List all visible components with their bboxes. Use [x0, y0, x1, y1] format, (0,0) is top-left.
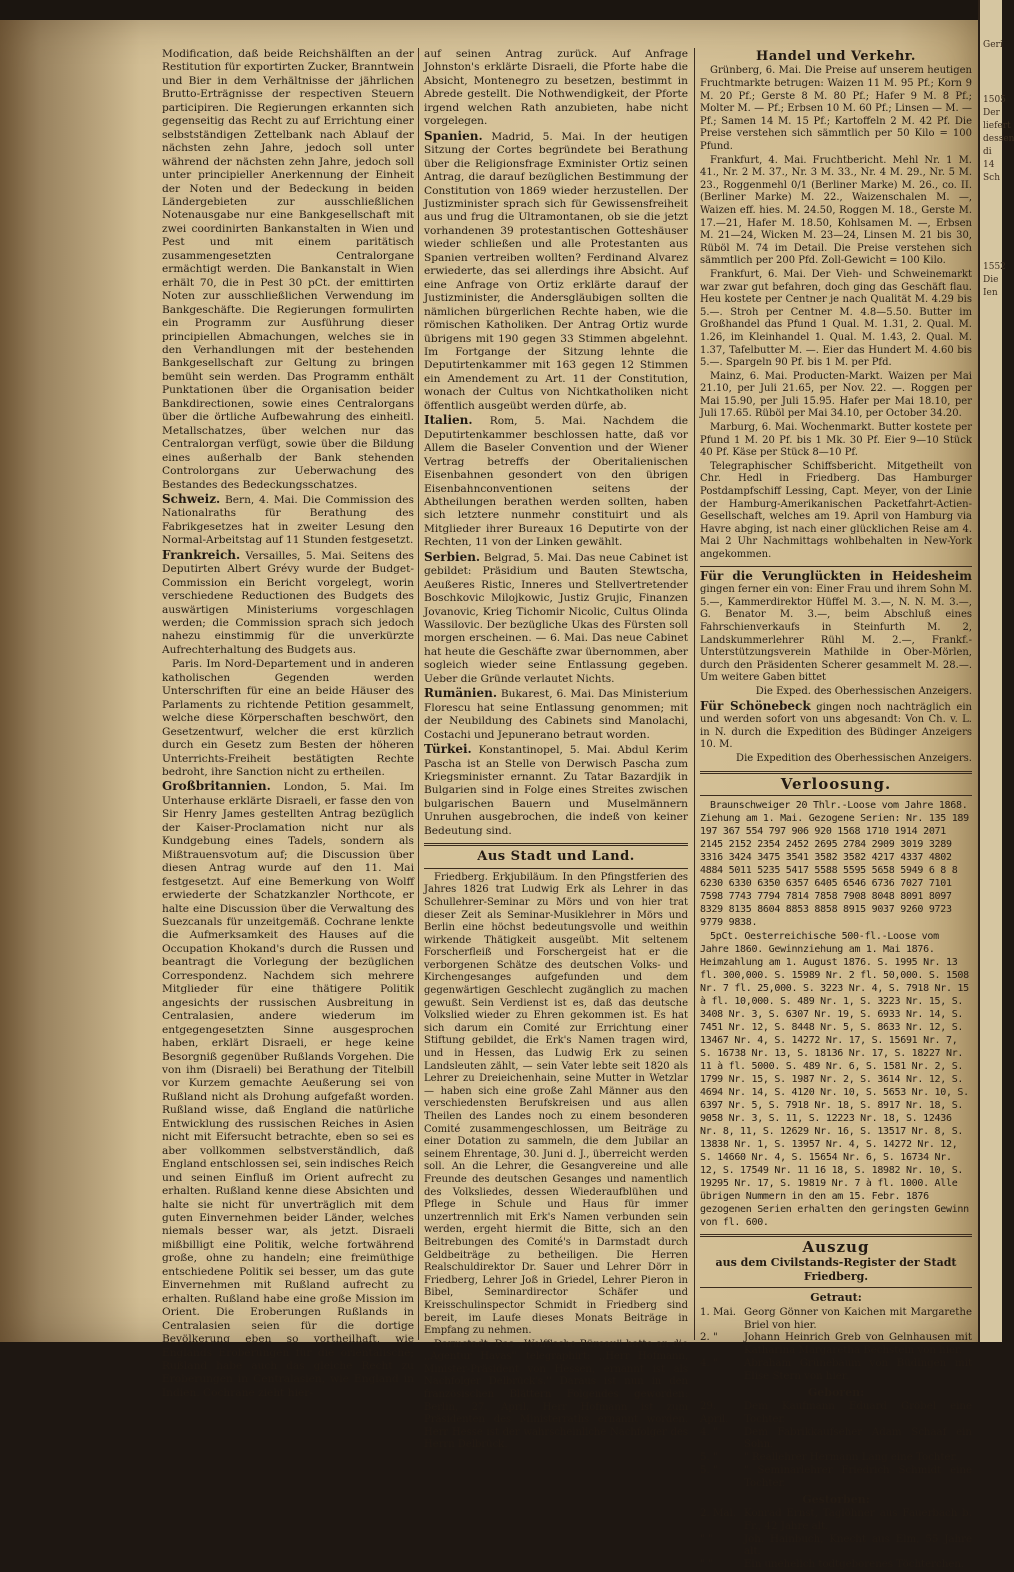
article-italien: [424, 414, 688, 550]
column-commerce: [700, 48, 973, 1571]
heading-verloosung: Verloosung.: [780, 774, 892, 793]
margin-fragment: Der: [983, 108, 1000, 118]
market-marburg: Marburg, 6. Mai. Wochenmarkt. Butter kostete per Pfund 1 M. 20 Pf. bis 1 Mk. 30 Pf. Eier 9—10 Stück 40 Pf. Käse per Stück 8—10 Pf.: [700, 422, 972, 459]
register-text: " Reallehrer Hermann Lang eine Tochter.: [744, 1452, 958, 1464]
notice-heidesheim: [700, 570, 972, 685]
margin-fragment: liefert: [983, 121, 1011, 131]
text-heidesheim: gingen ferner ein von: Einer Frau und ihrem Sohn M. 5.—, Kammerdirektor Hüffel M. 3.—, N. N. M. 3.—, G. Benator M. 3.—, beim Abschluß eines Fahrschienverkaufs in Steinfurth M. 2, Landskummerlehrer Rühl M. 2.—, Frankf.-Unterstützungsverein Mathilde in Ober-Mörlen, durch den Präsidenten Scherer gesammelt M. 28.—. Um weitere Gaben bittet: [700, 584, 973, 684]
text-frankreich: Versailles, 5. Mai. Seitens des Deputirten Albert Grévy wurde der Budget-Commission ein Bericht vorgelegt, worin verschiedene Reductionen des Budgets des auswärtigen Ministeriums vorgeschlagen werden; die Commission sprach sich jedoch nahezu einstimmig für die unverkürzte Aufrechterhaltung des Budgets aus.: [162, 549, 414, 656]
article-continuation: auf seinen Antrag zurück. Auf Anfrage Johnston's erklärte Disraeli, die Pforte habe die Absicht, Montenegro zu besetzen, bestimmt in Abrede gestellt. Die Nothwendigkeit, der Pforte irgend welchen Rath anzubieten, habe nicht vorgelegen.: [424, 48, 688, 128]
heading-auszug: Auszug: [802, 1237, 870, 1256]
text-schweiz: Bern, 4. Mai. Die Commission des Nationalraths für Berathung des Fabrikgesetzes hat in zweiter Lesung den Normal-Arbeitstag auf 11 Stunden festgesetzt.: [162, 493, 414, 547]
section-divider: [700, 771, 972, 774]
margin-fragment: Ien: [983, 288, 998, 298]
heading-geboren: Geboren:: [807, 1385, 865, 1399]
subheading-civil-register: aus dem Civilstands-Register der Stadt Friedberg.: [715, 1256, 957, 1283]
lottery-braunschweig: Braunschweiger 20 Thlr.-Loose vom Jahre 1868. Ziehung am 1. Mai. Gezogene Serien: Nr. 135 189 197 367 554 797 906 920 1568 1710 1914 2071 2145 2152 2354 2452 2695 2784 2909 3019 3289 3316 3424 3475 3541 3582 3582 4217 4337 4802 4884 5011 5235 5417 5588 5595 5658 5949 6 8 8 6230 6330 6350 6357 6405 6546 6736 7027 7101 7598 7743 7794 7814 7858 7908 8048 8091 8097 8329 8135 8604 8853 8858 8915 9037 9260 9723 9779 9838.: [700, 799, 969, 928]
section-divider: [424, 868, 688, 869]
signature-schoenebeck: Die Expedition des Oberhessischen Anzeigers.: [736, 752, 972, 764]
register-text: Johann Heinrich Greb von Gelnhausen mit Katharina Margaretha Bechstein von hier.: [744, 1332, 972, 1357]
article-austria-bank: Modification, daß beide Reichshälften an der Restitution für exportirten Zucker, Branntwein und Bier in dem Verhältnisse der jährlichen Brutto-Erträgnisse der respectiven Steuern participiren. Die Regierungen erkannten sich gegenseitig das Recht zu auf Errichtung einer selbstständigen Zettelbank nach Ablauf der nächsten zehn Jahre, jedoch soll unter während der nächsten zehn Jahre, jedoch soll unter principieller Anerkennung der Einheit der Noten und der Bedeckung in beiden Ländergebieten zur ausschließlichen Notenausgabe nur eine Bankgesellschaft mit zwei coordinirten Bankanstalten in Wien und Pest und mit einem paritätisch zusammengesetzten Centralorgane ermächtigt werden. Die Bankanstalt in Wien erhält 70, die in Pest 30 pCt. der emittirten Noten zur ausschließlichen Verwendung im Bankgeschäfte. Die Regierungen formulirten ein Programm zur Ausführung dieser principiellen Abmachungen, welches sie in den Verhandlungen mit der bestehenden Bankgesellschaft zur Geltung zu bringen bemüht sein werden. Das Programm enthält Punktationen über die Organisation beider Bankdirectionen, sowie eines Centralorgans über die örtliche Aufbewahrung des einheitl. Metallschatzes, über welchen nur das Centralorgan verfügt, sowie über die Bildung eines außerhalb der Bank stehenden Controlorgans zur Ueberwachung des Bestandes des Bedeckungsschatzes.: [162, 48, 414, 491]
register-text: Abraham Grünebaum von Büdingen mit Elise Stern von hier.: [744, 1357, 972, 1382]
margin-fragment: Die: [983, 275, 999, 285]
adjacent-page-margin: [978, 0, 1014, 1342]
article-tuerkei: [424, 743, 688, 838]
heading-getraut: Getraut:: [810, 1291, 862, 1305]
register-text: Dem Fabrikkaufseher Adam Schaaf ein Sohn.: [744, 1426, 972, 1451]
register-date: 4. ": [700, 1357, 718, 1369]
register-date: 5. ": [700, 1465, 718, 1476]
margin-fragment: 14: [983, 160, 995, 170]
heading-serbien: Serbien.: [424, 549, 481, 564]
market-frankfurt-fruit: Frankfurt, 4. Mai. Fruchtbericht. Mehl Nr. 1 M. 41., Nr. 2 M. 37., Nr. 3 M. 33., Nr. 4 M. 29., Nr. 5 M. 23., Roggenmehl 0/1 (Berliner Marke) M. 26., co. II. (Berliner Marke) M. 22., Waizenschalen M. —, Waizen eff. hies. M. 24.50, Roggen M. 18., Gerste M. 17.—21, Hafer M. 18.50, Kohlsamen M. —, Erbsen M. 21—24, Wicken M. 23—24, Linsen M. 21 bis 30, Rüböl M. 74 im Detail. Die Preise verstehen sich sämmtlich per 200 Pfd. Zoll-Gewicht = 100 Kilo.: [700, 154, 972, 267]
section-divider: [700, 795, 972, 796]
register-text: Dem Kaufmann Eduard Gröbel eine Tochter.: [744, 1401, 972, 1425]
heading-aus-stadt-und-land: Aus Stadt und Land.: [477, 849, 635, 865]
section-divider: [700, 1234, 972, 1237]
register-date: 5. ": [700, 1452, 718, 1464]
register-entry: [700, 1427, 972, 1453]
heading-schoenebeck: Für Schönebeck: [700, 698, 811, 713]
heading-grossbritannien: Großbritannien.: [162, 779, 271, 794]
section-divider: [700, 1287, 972, 1288]
article-spanien: [424, 130, 688, 414]
market-gruenberg: Grünberg, 6. Mai. Die Preise auf unserem heutigen Fruchtmarkte betrugen: Waizen 11 M. 95 Pf.; Korn 9 M. 20 Pf.; Gerste 8 M. 80 Pf.; Hafer 9 M. 8 Pf.; Molter M. — Pf.; Erbsen 10 M. 60 Pf.; Linsen — M. — Pf.; Samen 14 M. 15 Pf.; Kartoffeln 2 M. 42 Pf. Die Preise verstehen sich sämmtlich per 50 Kilo = 100 Pfund.: [700, 65, 972, 153]
text-grossbritannien: London, 5. Mai. Im Unterhause erklärte Disraeli, er fasse den von Sir Henry James gestellten Antrag bezüglich der Kaiser-Proclamation nicht nur als Kundgebung eines Tadels, sondern als Mißtrauensvotum auf; die Discussion über diesen Antrag wurde auf den 11. Mai festgesetzt. Auf eine Bemerkung von Wolff erwiederte der Schatzkanzler Northcote, er halte eine Discussion über die Verwaltung des Suezcanals für unzeitgemäß. Cochrane lenkte die Aufmerksamkeit des Hauses auf die Occupation Khokand's durch die Russen und beantragt die Vorlegung der bezüglichen Correspondenz. Nachdem sich mehrere Mitglieder für eine thätigere Politik angesichts der russischen Ausbreitung in Centralasien, andere wiederum im entgegengesetzten Sinne ausgesprochen haben, erklärt Disraeli, er hege keine Besorgniß gegenüber Rußlands Vorgehen. Die von ihm (Disraeli) bei Berathung der Titelbill vor Kurzem gemachte Aeußerung sei von Rußland nicht als Drohung aufgefaßt worden. Rußland wisse, daß England die natürliche Entwicklung des russischen Reiches in Asien nicht mit Eifersucht betrachte, eben so sei es aber vollkommen selbstverständlich, daß England entschlossen sei, sein indisches Reich und seinen Einfluß im Orient aufrecht zu erhalten. Rußland kenne diese Absichten und halte sie nicht für unverträglich mit dem guten Einvernehmen beider Länder, welches niemals besser war, als jetzt. Disraeli mißbilligt eine Politik, welche fortwährend große, ohne zu handeln; eine freimüthige entschiedene Politik sei besser, um das gute Einvernehmen mit Rußland aufrecht zu erhalten. Rußland habe eine große Mission im Orient. Die Eroberungen Rußlands in Centralasien seien für die dortige Bevölkerung eben so vortheilhaft, wie Englands Eroberungen für die orientalische; Rußland habe auch das gleiche Recht zu Eroberungen in Centralasien, wie England in Indien. Cochrane zieht hier-: [162, 781, 414, 1399]
register-entry: [700, 1465, 972, 1491]
register-date: 2. Mai.: [700, 1508, 736, 1520]
article-frankreich: [162, 549, 414, 658]
article-darmstadt: Darmstadt. Das ,,Wolff'sche Büreau'' hatte an die ,,Agentur Havas'' telegraphirt: ,,Herr Hofmann, Minister-Präsident von Hessen, ernannt ist als Nachfolger Delbrück's.'' Daraus ist nun in den französischen Blättern Folgendes geworden: Berlin, 27. April. Herr Hofmann ist zum Präsidenten des Ministerraths ernannt worden. Herr Hesse ist der wahrscheinliche Nachfolger des Herrn Delbrück.: [424, 1338, 688, 1451]
margin-fragment: di: [983, 147, 992, 157]
register-text: Konrad Ernst, Taglöhner aus Fauerbach b. Fr., 42 Jahre alt.: [744, 1508, 972, 1532]
margin-fragment: 1505: [983, 95, 1006, 105]
margin-fragment: Sch: [983, 173, 1001, 183]
register-entry: [700, 1307, 972, 1333]
article-grossbritannien: [162, 780, 414, 1400]
register-entry: [700, 1534, 972, 1560]
register-date: " ": [700, 1533, 713, 1545]
heading-spanien: Spanien.: [424, 128, 483, 143]
column-rule: [418, 48, 419, 1340]
register-text: " Seminarlehrer Friedrich Schmidt eine Tochter.: [744, 1465, 972, 1489]
heading-gestorben: Gestorben:: [802, 1492, 870, 1506]
register-entry: [700, 1559, 972, 1572]
heading-rumaenien: Rumänien.: [424, 686, 497, 701]
margin-fragment: dessen: [983, 134, 1014, 144]
text-rumaenien: Bukarest, 6. Mai. Das Ministerium Florescu hat seine Entlassung genommen; mit der Neubildung des Cabinets sind Manolachi, Costachi und Jepunerano betraut worden.: [424, 688, 688, 741]
column-politics-2: [424, 48, 689, 1451]
article-serbien: [424, 551, 688, 687]
register-date: 29. April.: [700, 1401, 729, 1425]
text-tuerkei: Konstantinopel, 5. Mai. Abdul Kerim Pascha ist an Stelle von Derwisch Pascha zum Kriegsminister ernannt. Zu Tatar Bazardjik in Bulgarien sind in Folge eines Streites zwischen bulgarischen Bauern und Muselmännern Unruhen ausgebrochen, die indeß von keiner Bedeutung sind.: [424, 744, 688, 837]
article-paris: Paris. Im Nord-Departement und in anderen katholischen Gegenden werden Unterschriften für eine an beide Häuser des Parlaments zu richtende Petition gesammelt, welche diese Körperschaften beschwört, den Gesetzentwurf, welcher die erst kürzlich durch ein Gesetz zum Besten der höheren Unterrichts-Freiheit bestätigten Rechte bedroht, ihre Sanction nicht zu ertheilen.: [162, 658, 414, 779]
shipping-report: Telegraphischer Schiffsbericht. Mitgetheilt von Chr. Hedl in Friedberg. Das Hamburger Postdampfschiff Lessing, Capt. Meyer, von der Linie der Hamburg-Amerikanischen Packetfahrt-Actien-Gesellschaft, welches am 19. April von Hamburg via Havre abging, ist nach einer glücklichen Reise am 4. Mai 2 Uhr Nachmittags wohlbehalten in New-York angekommen.: [700, 460, 972, 561]
signature-heidesheim: Die Exped. des Oberhessischen Anzeigers.: [755, 685, 972, 697]
section-divider: [700, 566, 972, 567]
register-entry: [700, 1358, 972, 1384]
market-mainz: Mainz, 6. Mai. Producten-Markt. Waizen per Mai 21.10, per Juli 21.65, per Nov. 22. —. Roggen per Mai 15.90, per Juli 15.95. Hafer per Mai 18.10, per Juli 17.65. Rüböl per Mai 34.10, per October 34.20.: [700, 370, 972, 420]
article-erkjubilaeum: Friedberg. Erkjubiläum. In den Pfingstferien des Jahres 1826 trat Ludwig Erk als Lehrer in das Schullehrer-Seminar zu Mörs und von hier trat dieser Zeit als Seminar-Musiklehrer in Mörs und Berlin eine höchst bedeutungsvolle und weithin wirkende Thätigkeit ausgeübt. Mit seltenem Forscherfleiß und Forschergeist hat er die verborgenen Schätze des deutschen Volks- und Kirchengesanges aufgefunden und dem gegenwärtigen Geschlecht zugänglich zu machen gewußt. Sein Verdienst ist es, daß das deutsche Volkslied wieder zu Ehren gekommen ist. Es hat sich darum ein Comité zur Errichtung einer Stiftung gebildet, die Erk's Namen tragen wird, und in Hessen, das Ludwig Erk zu seinen Landsleuten zählt, — sein Vater lebte seit 1820 als Lehrer zu Dreieichenhain, seine Mutter in Wetzlar — haben sich eine große Zahl Männer aus den verschiedensten Berufskreisen und aus allen Theilen des Landes noch zu einem besonderen Comité zusammengeschlossen, um Beiträge zu einer Dotation zu sammeln, die dem Jubilar an seinem Ehrentage, 30. Juni d. J., überreicht werden soll. An die Lehrer, die Gesangvereine und alle Freunde des deutschen Gesanges und namentlich des Volksliedes, dessen Wiederaufblühen und Pflege in Schule und Haus für immer unzertrennlich mit Erk's Namen verbunden sein werden, ergeht hiermit die Bitte, sich an den Beitrebungen des Comité's in Darmstadt durch Geldbeiträge zu betheiligen. Die Herren Realschuldirektor Dr. Sauer und Lehrer Dörr in Friedberg, Lehrer Joß in Griedel, Lehrer Pieron in Bibel, Seminardirector Schäfer und Kreisschulinspector Schmidt in Friedberg sind bereit, im Laufe dieses Monats Beiträge in Empfang zu nehmen.: [424, 871, 688, 1337]
margin-fragment: 1552: [983, 262, 1006, 272]
column-rule: [694, 48, 695, 1340]
heading-tuerkei: Türkei.: [424, 742, 472, 757]
article-rumaenien: [424, 687, 688, 742]
register-date: 1. Mai.: [700, 1306, 736, 1318]
register-text: Georg Gönner von Kaichen mit Margarethe Briel von hier.: [744, 1306, 972, 1331]
column-politics-1: [162, 48, 414, 1399]
register-date: 4. ": [700, 1426, 718, 1438]
register-text: Joh. Hainbuch, Knecht aus Elm, 55 Jahre alt.: [744, 1533, 972, 1558]
market-frankfurt-cattle: Frankfurt, 6. Mai. Der Vieh- und Schweinemarkt war zwar gut befahren, doch ging das Geschäft flau. Heu kostete per Centner je nach Qualität M. 4.29 bis 5.—. Stroh per Centner M. 4.8—5.50. Butter im Großhandel das Pfund 1 Qual. M. 1.31, 2. Qual. M. 1.26, im Kleinhandel 1. Qual. M. 1.43, 2. Qual. M. 1.37, Tafelbutter M. —. Eier das Hundert M. 4.60 bis 5.—. Spargeln 90 Pf. bis 1 M. per Pfd.: [700, 268, 972, 369]
lottery-oesterreich: 5pCt. Oesterreichische 500-fl.-Loose vom Jahre 1860. Gewinnziehung am 1. Mai 1876. Heimzahlung am 1. August 1876. S. 1995 Nr. 13 fl. 300,000. S. 15989 Nr. 2 fl. 50,000. S. 1508 Nr. 7 fl. 25,000. S. 3223 Nr. 4, S. 7918 Nr. 15 à fl. 10,000. S. 489 Nr. 1, S. 3223 Nr. 15, S. 3408 Nr. 3, S. 6307 Nr. 19, S. 6933 Nr. 14, S. 7451 Nr. 12, S. 8448 Nr. 5, S. 8633 Nr. 12, S. 13467 Nr. 4, S. 14272 Nr. 17, S. 15691 Nr. 7, S. 16738 Nr. 13, S. 18136 Nr. 17, S. 18227 Nr. 11 à fl. 5000. S. 489 Nr. 6, S. 1581 Nr. 2, S. 1799 Nr. 15, S. 1987 Nr. 2, S. 3614 Nr. 12, S. 4694 Nr. 14, S. 4120 Nr. 10, S. 5653 Nr. 10, S. 6397 Nr. 5, S. 7918 Nr. 18, S. 8917 Nr. 18, S. 9058 Nr. 3, S. 11, S. 12223 Nr. 18, S. 12436 Nr. 8, 11, S. 12629 Nr. 16, S. 13517 Nr. 8, S. 13838 Nr. 1, S. 13957 Nr. 4, S. 14272 Nr. 12, S. 14660 Nr. 4, S. 15654 Nr. 6, S. 16734 Nr. 12, S. 17549 Nr. 11 16 18, S. 18982 Nr. 10, S. 19295 Nr. 17, S. 19819 Nr. 7 à fl. 1000. Alle übrigen Nummern in den am 15. Febr. 1876 gezogenen Serien erhalten den geringsten Gewinn von fl. 600.: [700, 930, 969, 1228]
text-italien: Rom, 5. Mai. Nachdem die Deputirtenkammer beschlossen hatte, daß vor Allem die Baseler Convention und der Wiener Vertrag betreffs der Oberitalienischen Eisenbahnen gesondert von den übrigen Eisenbahnconventionen seitens der Abtheilungen berathen werden sollten, haben sich letztere nunmehr constituirt und als Mitglieder ihrer Bureaux 16 Deputirte von der Rechten, 11 von der Linken gewählt.: [424, 415, 689, 549]
register-entry: [700, 1508, 972, 1534]
binding-shadow: [0, 20, 140, 1342]
heading-schweiz: Schweiz.: [162, 491, 221, 506]
heading-handel-und-verkehr: Handel und Verkehr.: [756, 49, 916, 64]
text-serbien: Belgrad, 5. Mai. Das neue Cabinet ist gebildet: Präsidium und Bauten Stewtscha, Aeußeres Ristic, Inneres und Stellvertretender Boschkovic Milojkowic, Justiz Grujic, Finanzen Jovanovic, Krieg Tichomir Nicolic, Cultus Olinda Wassilovic. Der bezügliche Ukas des Fürsten soll morgen erscheinen. — 6. Mai. Das neue Cabinet hat heute die Geschäfte zwar übernommen, aber sogleich wieder seine Entlassung gegeben. Ueber die Gründe verlautet Nichts.: [424, 551, 688, 685]
register-entry: [700, 1401, 972, 1427]
register-entry: [700, 1332, 972, 1358]
heading-italien: Italien.: [424, 413, 473, 428]
margin-fragment: Geri: [983, 40, 1003, 50]
heading-frankreich: Frankreich.: [162, 547, 241, 562]
text-spanien: Madrid, 5. Mai. In der heutigen Sitzung der Cortes begründete bei Berathung über die Religionsfrage Exminister Ortiz seinen Antrag, die darauf bezüglichen Bestimmung der Constitution von 1869 wieder herzustellen. Der Justizminister sprach sich für Gewissensfreiheit aus und frug die Ultramontanen, ob sie die jetzt vorhandenen 39 protestantischen Gotteshäuser wieder schließen und alle Protestanten aus Spanien vertreiben wollten? Ferdinand Alvarez erwiederte, das sei allerdings ihre Absicht. Auf eine Anfrage von Ortiz erklärte darauf der Justizminister, die Andersgläubigen sollten die nämlichen bürgerlichen Rechte haben, wie die römischen Katholiken. Der Antrag Ortiz wurde übrigens mit 190 gegen 33 Stimmen abgelehnt. Im Fortgange der Sitzung lehnte die Deputirtenkammer mit 163 gegen 12 Stimmen ein Amendement zu Art. 11 der Constitution, wonach der Cultus von Nichtkatholiken nicht öffentlich ausgeübt werden dürfe, ab.: [424, 130, 688, 412]
notice-schoenebeck: [700, 700, 972, 752]
section-divider: [424, 843, 688, 846]
register-text: Ein unehelich todtgeborenes Töchterchen.: [744, 1559, 965, 1571]
register-entry: [700, 1452, 972, 1465]
text-schoenebeck: gingen noch nachträglich ein und werden sofort von uns abgesandt: Von Ch. v. L. in N. durch die Expedition des Büdinger Anzeigers 10. M.: [700, 701, 972, 751]
register-date: 2. ": [700, 1332, 718, 1344]
article-schweiz: [162, 493, 414, 548]
heading-heidesheim: Für die Verunglückten in Heidesheim: [700, 568, 972, 583]
register-date: " ": [700, 1559, 713, 1571]
